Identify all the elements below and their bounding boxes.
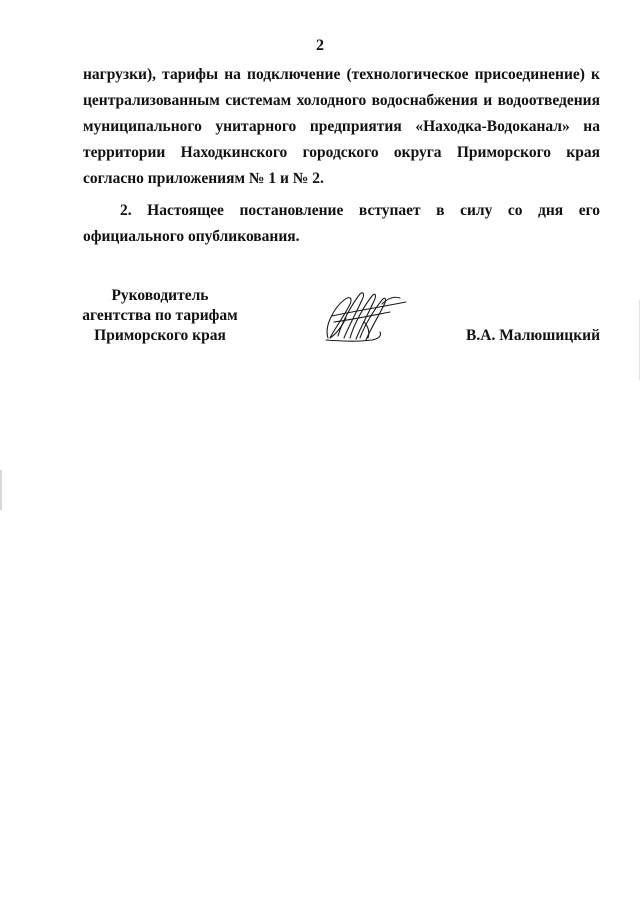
- handwritten-signature-icon: [320, 286, 410, 346]
- signer-position-line-3: Приморского края: [94, 327, 226, 344]
- signer-position-line-2: агентства по тарифам: [82, 307, 238, 324]
- signer-name: В.А. Малюшицкий: [466, 327, 600, 344]
- signer-position: [70, 286, 250, 346]
- signer-position-line-1: Руководитель: [111, 287, 209, 304]
- paragraph-tariffs: нагрузки), тарифы на подключение (технологическое присоединение) к централизованным системам холодного водоснабжения и водоотведения муниципального унитарного предприятия «Находка-Водоканал» на территории Находкинского городского округа Приморского края согласно приложениям № 1 и № 2.: [83, 66, 600, 187]
- document-body: [83, 62, 600, 250]
- paragraph-effective-date: 2. Настоящее постановление вступает в силу со дня его официального опубликования.: [83, 202, 600, 245]
- scan-edge-mark: [0, 470, 2, 510]
- page-number: 2: [316, 37, 324, 54]
- signature-block: [70, 286, 600, 356]
